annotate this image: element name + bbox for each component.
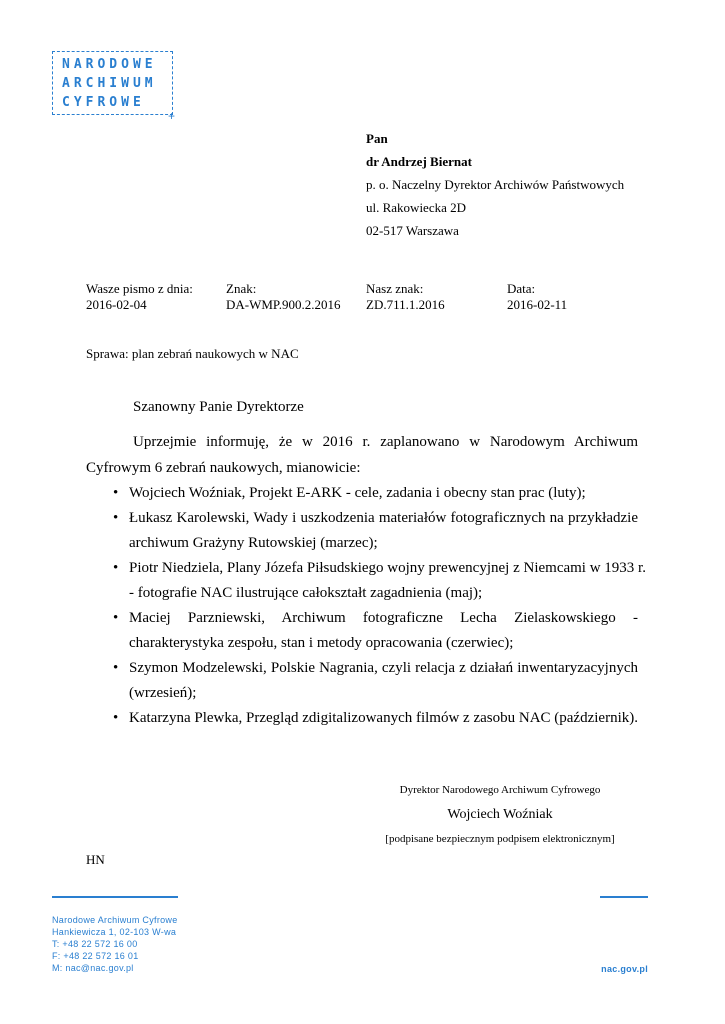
list-item-6-line-1: Katarzyna Plewka, Przegląd zdigitalizowanych filmów z zasobu NAC (październik). xyxy=(129,710,638,726)
signature-note: [podpisane bezpiecznym podpisem elektronicznym] xyxy=(385,833,615,845)
footer-rule-right xyxy=(600,896,648,898)
list-item-2-line-2: archiwum Grażyny Rutowskiej (marzec); xyxy=(129,535,378,551)
list-item-5-line-1: Szymon Modzelewski, Polskie Nagrania, czyli relacja z działań inwentaryzacyjnych xyxy=(129,660,638,676)
signature-title: Dyrektor Narodowego Archiwum Cyfrowego xyxy=(399,784,601,796)
list-item-4-line-1: Maciej Parzniewski, Archiwum fotograficzne Lecha Zielaskowskiego - xyxy=(129,610,638,626)
intro-line-2: Cyfrowym 6 zebrań naukowych, mianowicie: xyxy=(86,460,361,476)
footer-org-name: Narodowe Archiwum Cyfrowe xyxy=(52,915,178,925)
bullet-3: • xyxy=(113,560,119,576)
ref-value-sign: DA-WMP.900.2.2016 xyxy=(226,297,341,312)
bullet-6: • xyxy=(113,710,119,726)
list-item-4-line-2: charakterystyka zespołu, stan i metody opracowania (czerwiec); xyxy=(129,635,514,651)
recipient-salutation: Pan xyxy=(366,131,388,146)
list-item-3-line-1: Piotr Niedziela, Plany Józefa Piłsudskiego wojny prewencyjnej z Niemcami w 1933 r. xyxy=(129,560,646,576)
recipient-name: dr Andrzej Biernat xyxy=(366,154,472,169)
bullet-2: • xyxy=(113,510,119,526)
list-item-3-line-2: - fotografie NAC ilustrujące całokształt zagadnienia (maj); xyxy=(129,585,483,601)
footer-fax: F: +48 22 572 16 01 xyxy=(52,951,139,961)
ref-value-date: 2016-02-11 xyxy=(507,297,568,312)
logo-line-1: NARODOWE xyxy=(62,57,157,72)
logo-line-2: ARCHIWUM xyxy=(62,76,157,91)
footer-website: nac.gov.pl xyxy=(601,964,648,974)
bullet-4: • xyxy=(113,610,119,626)
signature-name: Wojciech Woźniak xyxy=(447,807,553,822)
letter-subject: Sprawa: plan zebrań naukowych w NAC xyxy=(86,346,299,361)
footer-address: Hankiewicza 1, 02-103 W-wa xyxy=(52,927,177,937)
list-item-1-line-1: Wojciech Woźniak, Projekt E-ARK - cele, zadania i obecny stan prac (luty); xyxy=(129,485,586,501)
list-item-5-line-2: (wrzesień); xyxy=(129,685,197,701)
greeting: Szanowny Panie Dyrektorze xyxy=(133,399,304,415)
ref-label-our-sign: Nasz znak: xyxy=(366,281,424,296)
intro-line-1: Uprzejmie informuję, że w 2016 r. zaplanowano w Narodowym Archiwum xyxy=(133,434,638,450)
ref-value-your-letter: 2016-02-04 xyxy=(86,297,147,312)
footer-phone: T: +48 22 572 16 00 xyxy=(52,939,138,949)
ref-value-our-sign: ZD.711.1.2016 xyxy=(366,297,445,312)
nac-logo xyxy=(52,51,173,115)
recipient-street: ul. Rakowiecka 2D xyxy=(366,200,467,215)
logo-plus-icon: + xyxy=(168,109,176,123)
recipient-city: 02-517 Warszawa xyxy=(366,223,459,238)
bullet-5: • xyxy=(113,660,119,676)
ref-label-date: Data: xyxy=(507,281,536,296)
bullet-1: • xyxy=(113,485,119,501)
ref-label-your-letter: Wasze pismo z dnia: xyxy=(86,281,193,296)
footer-rule-left xyxy=(52,896,178,898)
list-item-2-line-1: Łukasz Karolewski, Wady i uszkodzenia materiałów fotograficznych na przykładzie xyxy=(129,510,638,526)
recipient-position: p. o. Naczelny Dyrektor Archiwów Państwowych xyxy=(366,177,625,192)
author-initials: HN xyxy=(86,852,105,867)
ref-label-sign: Znak: xyxy=(226,281,257,296)
footer-email: M: nac@nac.gov.pl xyxy=(52,963,134,973)
logo-line-3: CYFROWE xyxy=(62,95,145,110)
